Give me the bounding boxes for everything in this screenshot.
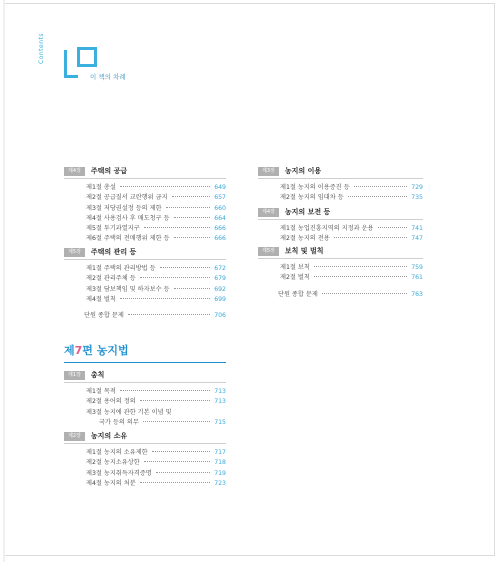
toc-entry-label: 제1절 주택의 관리방법 등 [86, 265, 156, 272]
chapter-badge: 제4장 [258, 208, 279, 217]
toc-entry-page: 713 [214, 398, 226, 406]
toc-entry-label: 제3절 저당권설정 등의 제한 [86, 204, 162, 212]
toc-entry-page: 649 [214, 184, 226, 191]
chapter-badge: 제5장 [64, 248, 85, 257]
toc-entry-page: 747 [411, 235, 423, 243]
chapter-badge: 제1장 [64, 371, 85, 380]
toc-entry[interactable] [86, 192, 226, 202]
toc-entry[interactable] [86, 447, 226, 457]
toc-entry[interactable] [86, 457, 226, 467]
chapter-divider [258, 258, 423, 259]
toc-entry-label: 제1절 목적 [86, 388, 116, 395]
toc-entry[interactable] [86, 386, 226, 396]
toc-entry-page: 657 [214, 194, 226, 202]
part-suffix: 편 [82, 344, 93, 357]
leader-dots [120, 390, 210, 391]
chapter-badge: 제3장 [258, 167, 279, 176]
toc-entry-page: 723 [214, 479, 226, 487]
toc-entry[interactable] [86, 263, 226, 273]
chapter-divider [258, 178, 423, 179]
toc-entry-label: 국가 등의 의무 [99, 418, 139, 426]
part7-chapter-2-ownership [64, 430, 226, 488]
toc-entry[interactable] [86, 233, 226, 243]
leader-dots [378, 227, 408, 228]
toc-entry[interactable] [280, 182, 423, 192]
toc-entry-page: 666 [214, 235, 226, 243]
toc-entry-page: 715 [214, 418, 226, 426]
toc-entry[interactable] [86, 213, 226, 223]
toc-entry-review[interactable] [278, 289, 423, 299]
toc-entry[interactable] [86, 284, 226, 294]
toc-entry-label: 제3절 농지취득자격증명 [86, 469, 152, 477]
chapter-title: 주택의 관리 등 [90, 248, 137, 256]
toc-entry-page: 706 [214, 312, 226, 320]
chapter-divider [64, 178, 226, 179]
part-title: 농지법 [96, 344, 129, 357]
toc-entry[interactable] [280, 233, 423, 243]
toc-entry-page: 735 [411, 194, 423, 202]
leader-dots [322, 293, 407, 294]
toc-entry-label: 제4절 사용검사 후 매도청구 등 [86, 214, 170, 222]
part-heading [64, 342, 226, 363]
leader-dots [128, 314, 210, 315]
leader-dots [120, 186, 210, 187]
leader-dots [140, 482, 210, 483]
chapter-3-farmland-use [258, 165, 423, 203]
toc-entry-page: 666 [214, 225, 226, 233]
toc-entry[interactable] [280, 192, 423, 202]
toc-entry-page: 664 [214, 214, 226, 222]
chapter-title: 농지의 이용 [284, 167, 322, 175]
chapter-title: 총칙 [90, 371, 105, 379]
contents-label: Contents [38, 33, 45, 64]
toc-entry[interactable] [280, 262, 423, 272]
page-edge [3, 0, 5, 562]
toc-entry-label: 제1절 총설 [86, 184, 116, 191]
toc-entry-label: 제1절 농지의 소유제한 [86, 449, 148, 456]
chapter-title: 농지의 보전 등 [284, 208, 331, 216]
toc-entry-label: 제1절 농업진흥지역의 지정과 운용 [280, 225, 374, 232]
leader-dots [144, 461, 210, 462]
toc-entry-label: 단원 종합 문제 [84, 312, 124, 320]
chapter-divider [64, 259, 226, 260]
toc-entry[interactable] [86, 182, 226, 192]
leader-dots [174, 217, 211, 218]
leader-dots [166, 207, 211, 208]
chapter-badge: 제2장 [64, 432, 85, 441]
leader-dots [348, 196, 408, 197]
toc-entry-page: 718 [214, 459, 226, 467]
toc-entry[interactable] [280, 223, 423, 233]
toc-entry[interactable] [86, 478, 226, 488]
toc-entry[interactable] [280, 272, 423, 282]
part-prefix: 제 [64, 344, 75, 357]
toc-entry-page: 741 [411, 225, 423, 232]
chapter-divider [64, 443, 226, 444]
toc-entry-page: 692 [214, 285, 226, 293]
toc-entry-label: 제2절 용어의 정의 [86, 398, 136, 406]
toc-entry-label: 제1절 보칙 [280, 264, 310, 271]
leader-dots [354, 186, 408, 187]
chapter-4-farmland-preservation [258, 206, 423, 244]
toc-entry-label: 제2절 농지의 임대차 등 [280, 194, 344, 202]
chapter-title: 농지의 소유 [90, 432, 128, 440]
contents-square-graphic [77, 47, 97, 67]
toc-entry[interactable] [86, 203, 226, 213]
toc-entry[interactable] [86, 223, 226, 233]
chapter-badge: 제4장 [64, 167, 85, 176]
page-title: 이 책의 차례 [90, 73, 126, 81]
toc-entry-page: 761 [411, 274, 423, 282]
toc-entry-label: 제2절 벌칙 [280, 274, 310, 282]
leader-dots [120, 298, 210, 299]
toc-entry-page: 679 [214, 275, 226, 283]
toc-entry-label: 제3절 농지에 관한 기본 이념 및 [86, 408, 172, 416]
leader-dots [174, 288, 211, 289]
contents-bracket-graphic [64, 50, 78, 78]
toc-entry[interactable] [86, 407, 226, 417]
leader-dots [143, 421, 210, 422]
toc-entry-label: 제3절 담보책임 및 하자보수 등 [86, 285, 170, 293]
toc-entry-page: 759 [411, 264, 423, 271]
chapter-5-housing-management [64, 246, 226, 320]
toc-entry-label: 제2절 관리주체 등 [86, 275, 136, 283]
toc-entry-page: 660 [214, 204, 226, 212]
toc-entry[interactable] [86, 396, 226, 406]
toc-entry[interactable] [86, 273, 226, 283]
toc-entry-continued[interactable] [86, 417, 226, 427]
leader-dots [314, 266, 407, 267]
toc-entry-label: 제2절 공급질서 교란행위 금지 [86, 194, 168, 202]
toc-entry-page: 713 [214, 388, 226, 395]
toc-entry-label: 제1절 농지의 이용증진 등 [280, 184, 350, 191]
leader-dots [156, 472, 211, 473]
toc-entry-label: 제2절 농지소유상한 [86, 459, 140, 467]
part-number: 7 [74, 344, 83, 357]
leader-dots [152, 451, 211, 452]
chapter-title: 주택의 공급 [90, 167, 128, 175]
chapter-divider [64, 382, 226, 383]
toc-entry[interactable] [86, 468, 226, 478]
part7-chapter-1-general [64, 369, 226, 427]
toc-entry-label: 단원 종합 문제 [278, 290, 318, 298]
leader-dots [144, 227, 210, 228]
toc-entry-page: 729 [411, 184, 423, 191]
chapter-badge: 제5장 [258, 247, 279, 256]
toc-entry-label: 제4절 농지의 처분 [86, 479, 136, 487]
part-divider [64, 362, 226, 363]
toc-entry-label: 제5절 투기과열지구 [86, 225, 140, 233]
chapter-4-housing-supply [64, 165, 226, 244]
leader-dots [334, 237, 407, 238]
leader-dots [140, 277, 210, 278]
toc-entry-page: 717 [214, 449, 226, 456]
toc-entry-page: 672 [214, 265, 226, 272]
leader-dots [172, 196, 211, 197]
chapter-title: 보칙 및 벌칙 [284, 247, 324, 255]
leader-dots [174, 237, 211, 238]
toc-entry-page: 699 [214, 295, 226, 303]
toc-entry-page: 719 [214, 469, 226, 477]
leader-dots [160, 267, 211, 268]
toc-entry-label: 제6절 주택의 전매행위 제한 등 [86, 235, 170, 243]
toc-entry-label: 제4절 벌칙 [86, 295, 116, 303]
toc-entry-page: 763 [411, 290, 423, 298]
leader-dots [314, 276, 407, 277]
toc-entry-review[interactable] [84, 310, 226, 320]
toc-entry[interactable] [86, 294, 226, 304]
chapter-divider [258, 219, 423, 220]
chapter-5-supplementary-penalties [258, 245, 423, 299]
toc-entry-label: 제2절 농지의 전용 [280, 235, 330, 243]
leader-dots [140, 400, 210, 401]
